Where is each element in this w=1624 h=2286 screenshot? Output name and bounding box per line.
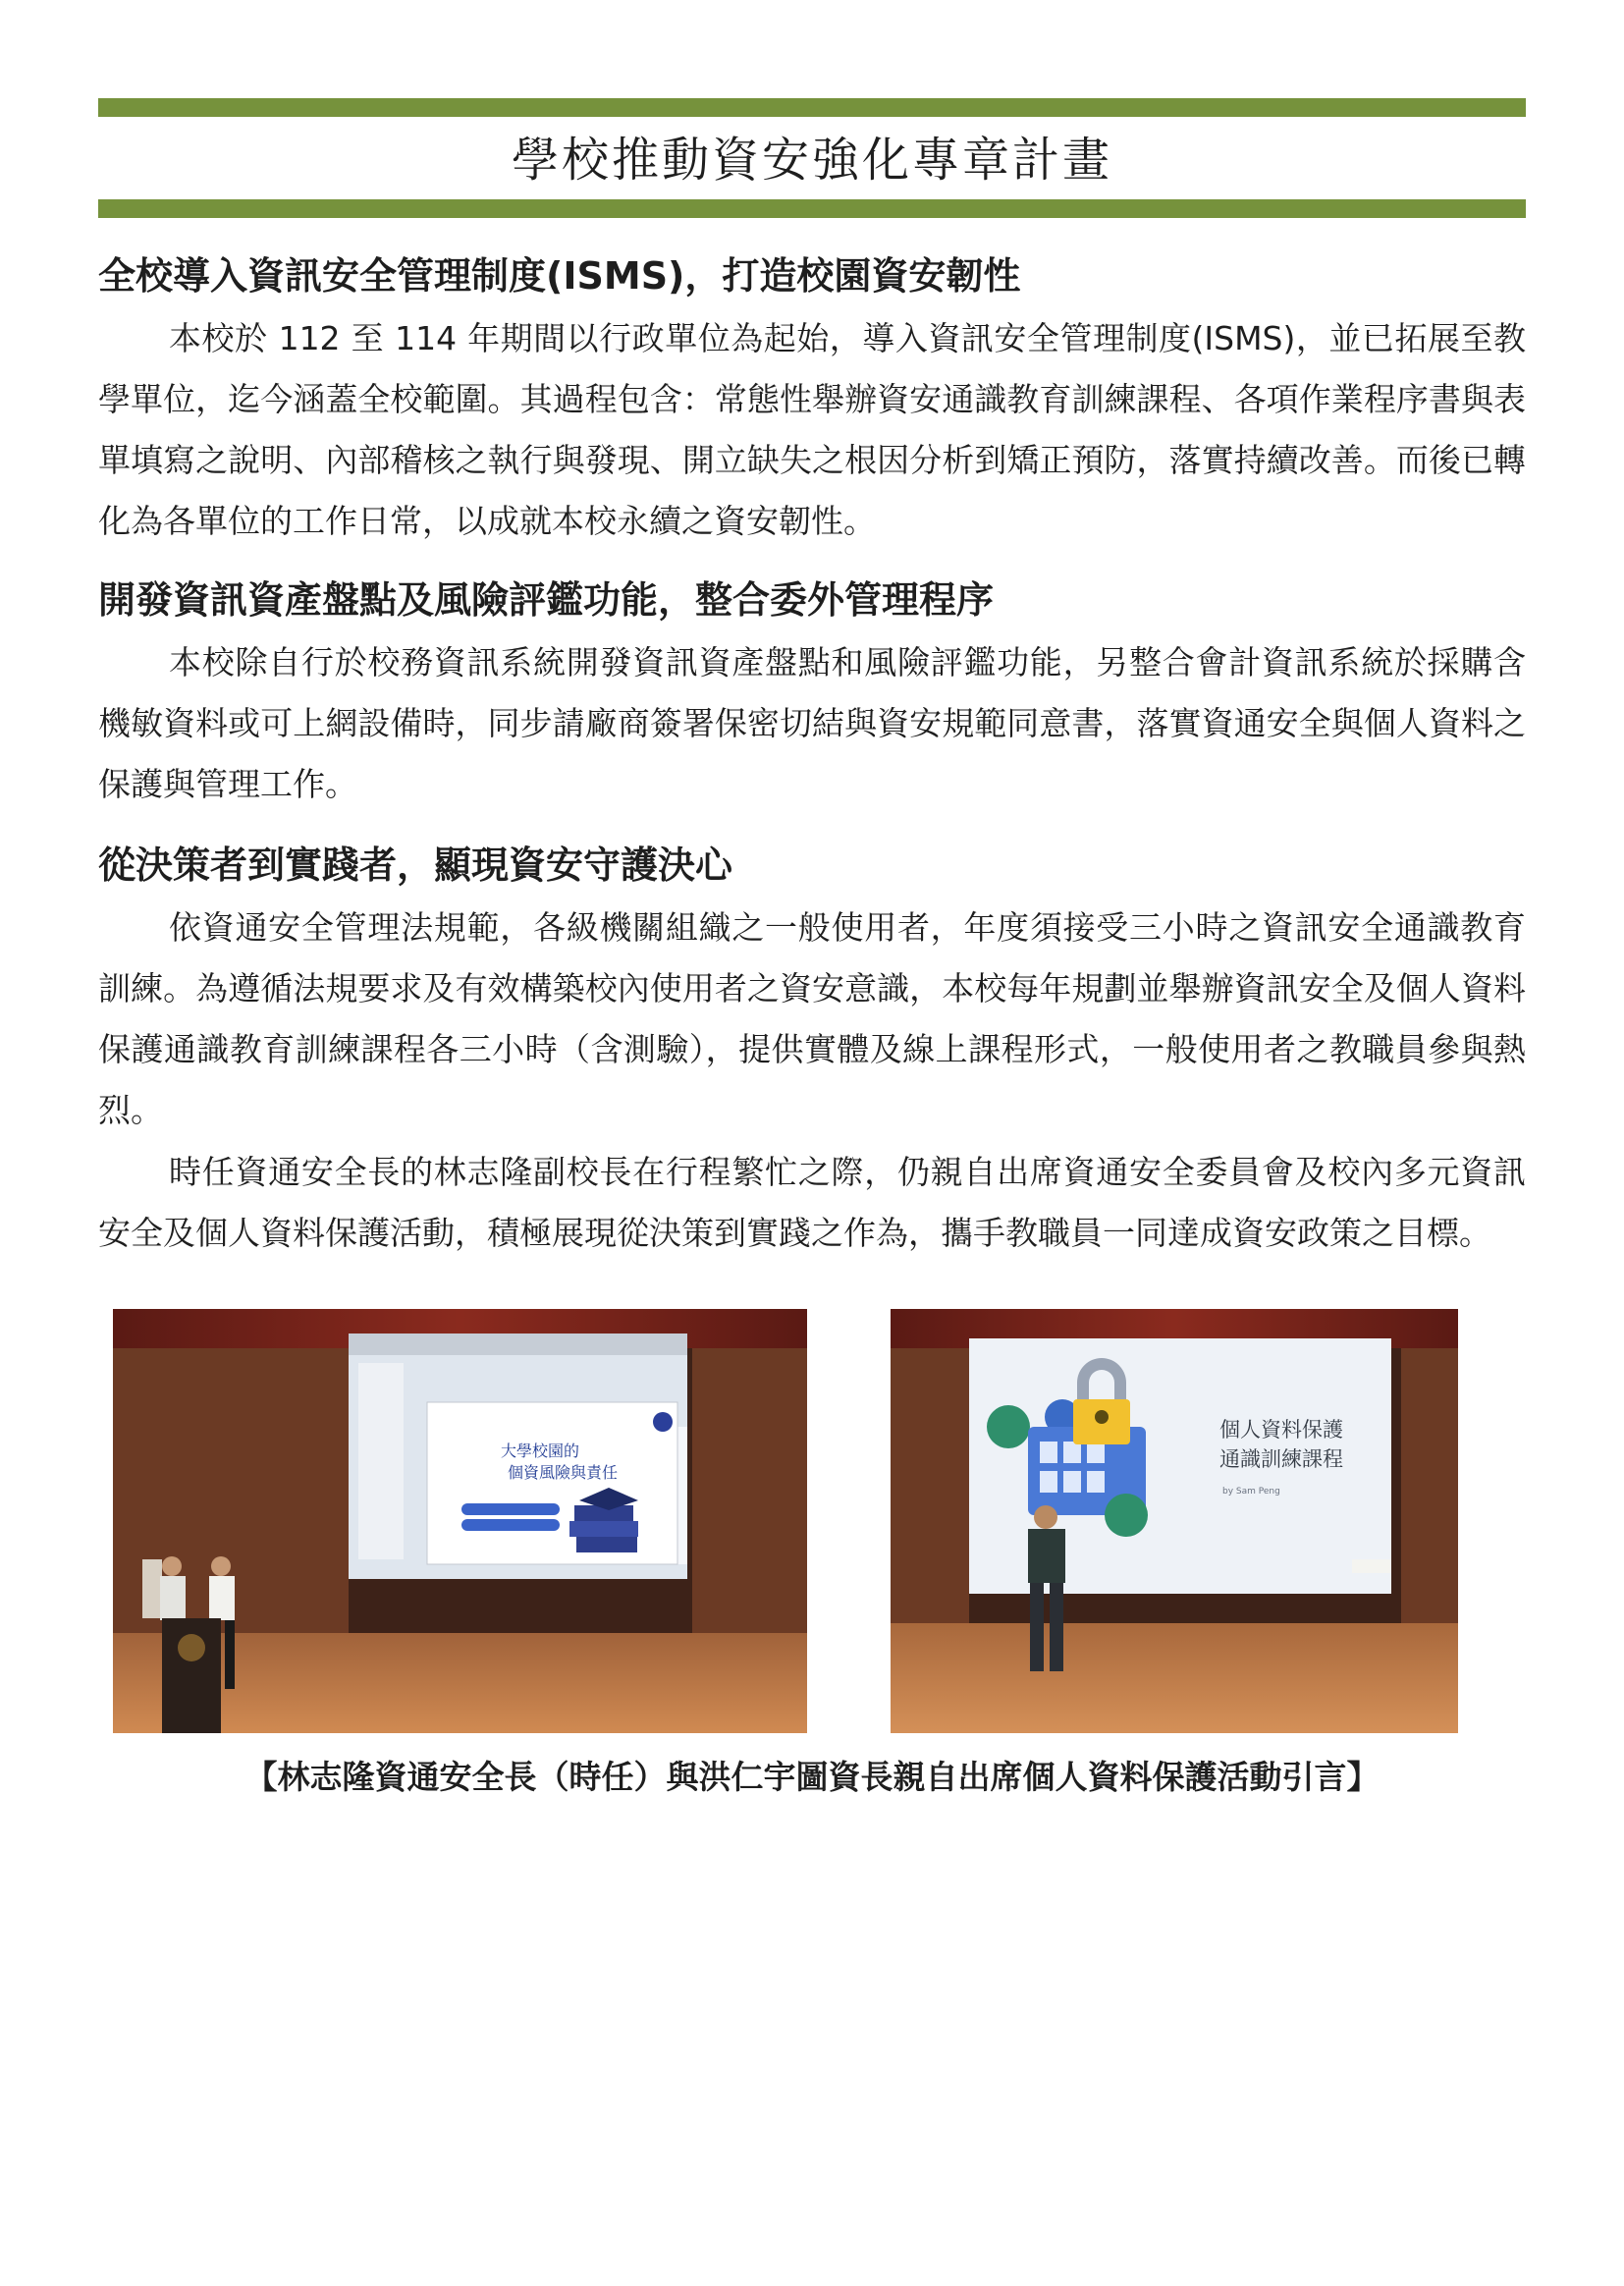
section-heading-isms: 全校導入資訊安全管理制度(ISMS)，打造校園資安韌性 <box>98 254 1021 298</box>
section-heading-leadership: 從決策者到實踐者，顯現資安守護決心 <box>98 844 733 887</box>
photo-left-illustration <box>113 1309 807 1733</box>
paragraph-leadership: 時任資通安全長的林志隆副校長在行程繁忙之際，仍親自出席資通安全委員會及校內多元資訊安全及個人資料保護活動，積極展現從決策到實踐之作為，攜手教職員一同達成資安政策之目標。 <box>98 1153 1526 1252</box>
photo-right-illustration <box>891 1309 1458 1733</box>
slide-byline: by Sam Peng <box>1222 1487 1280 1497</box>
paragraph-training: 依資通安全管理法規範，各級機關組織之一般使用者，年度須接受三小時之資訊安全通識教育訓練。為遵循法規要求及有效構築校內使用者之資安意識，本校每年規劃並舉辦資訊安全及個人資料保護通識教育訓練課程各三小時（含測驗），提供實體及線上課程形式，一般使用者之教職員參與熱烈。 <box>98 908 1526 1129</box>
photo-caption: 【林志隆資通安全長（時任）與洪仁宇圖資長親自出席個人資料保護活動引言】 <box>244 1758 1380 1796</box>
slide-title-line2: 通識訓練課程 <box>1219 1447 1343 1471</box>
paragraph-asset-risk: 本校除自行於校務資訊系統開發資訊資產盤點和風險評鑑功能，另整合會計資訊系統於採購含機敏資料或可上網設備時，同步請廠商簽署保密切結與資安規範同意書，落實資通安全與個人資料之保護與管理工作。 <box>98 643 1526 803</box>
slide-title-line1: 個人資料保護 <box>1219 1418 1343 1442</box>
header-rule-bottom <box>98 199 1526 218</box>
paragraph-isms: 本校於 112 至 114 年期間以行政單位為起始，導入資訊安全管理制度(ISMS)，並已拓展至教學單位，迄今涵蓋全校範圍。其過程包含：常態性舉辦資安通識教育訓練課程、各項作業程序書與表單填寫之說明、內部稽核之執行與發現、開立缺失之根因分析到矯正預防，落實持續改善。而後已轉化為各單位的工作日常，以成就本校永續之資安韌性。 <box>98 319 1526 540</box>
slide-title-line1: 大學校園的 <box>501 1442 580 1460</box>
section-heading-asset-risk: 開發資訊資產盤點及風險評鑑功能，整合委外管理程序 <box>98 578 995 622</box>
photo-stage-privacy-training <box>891 1309 1458 1733</box>
page-title: 學校推動資安強化專章計畫 <box>511 133 1112 188</box>
photo-auditorium-privacy-talk <box>113 1309 807 1733</box>
slide-title-line2: 個資風險與責任 <box>508 1463 619 1482</box>
header-rule-top <box>98 98 1526 117</box>
